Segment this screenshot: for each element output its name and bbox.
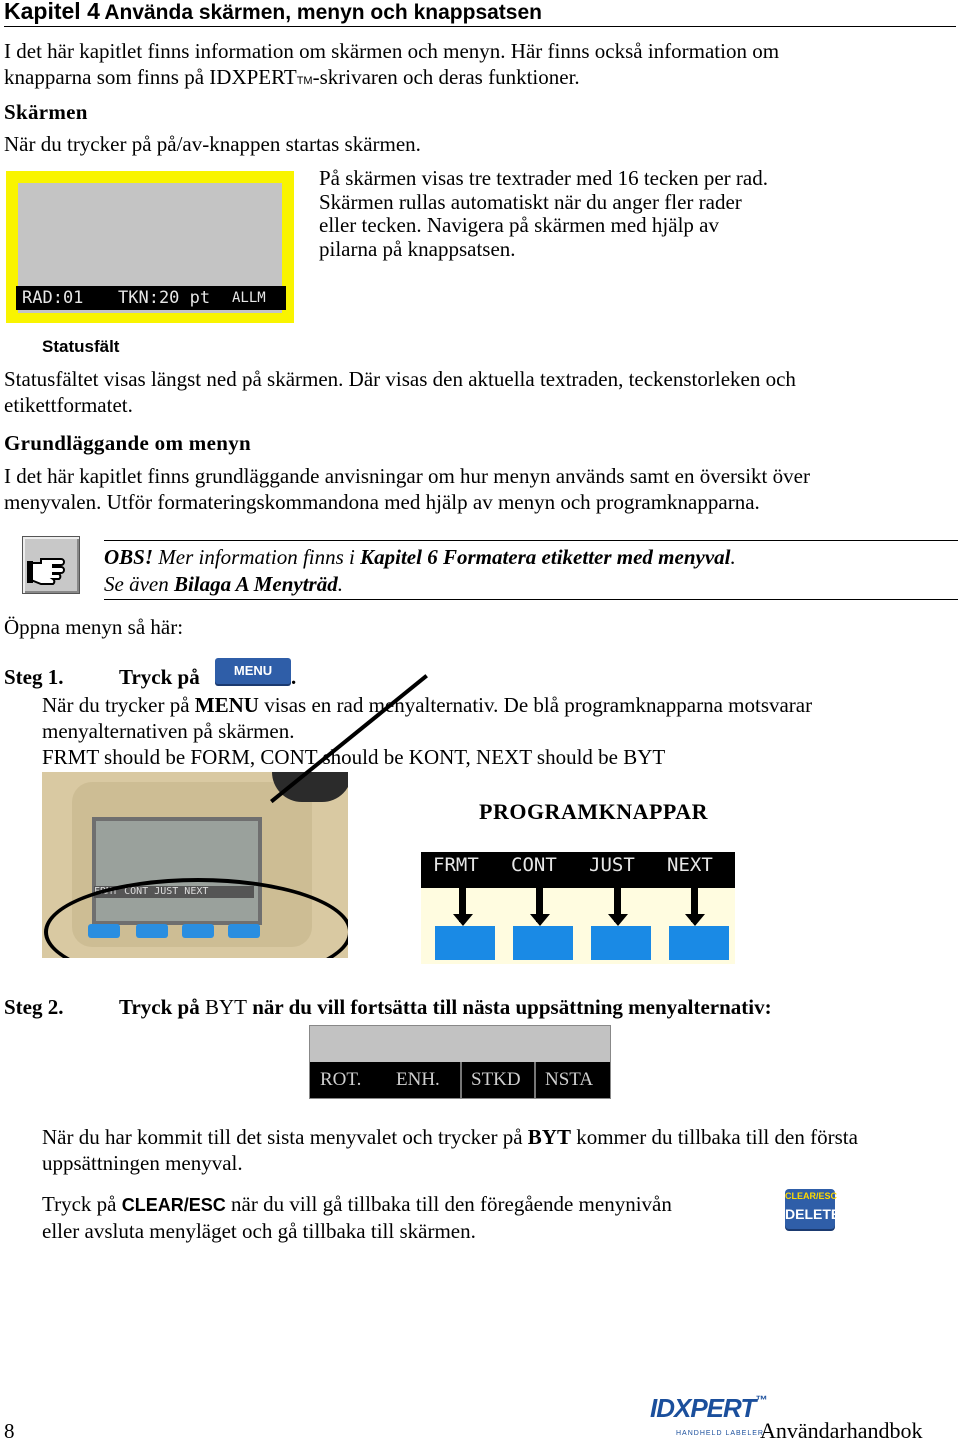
note-rule-bottom [104, 599, 958, 600]
softkey-arrowhead [608, 914, 628, 926]
option-rot: ROT. [320, 1069, 362, 1090]
step1-period: . [291, 665, 297, 689]
option-enh: ENH. [396, 1069, 440, 1090]
blue-softkey-3 [591, 926, 651, 960]
softkeys-title: PROGRAMKNAPPAR [479, 799, 708, 824]
translation-note: FRMT should be FORM, CONT should be KONT, NEXT should be BYT [42, 745, 666, 769]
option-stkd: STKD [471, 1069, 521, 1090]
chapter-number: Kapitel 4 [4, 0, 100, 24]
lcd-font-size: TKN:20 pt [118, 288, 211, 308]
step1-description: När du trycker på MENU visas en rad menyalternativ. De blå programknapparna motsvarar menyalternativen på skärmen. FRMT should be FORM, CONT should be KONT, NEXT should be BYT [42, 693, 813, 769]
step1-text: Tryck på [119, 665, 200, 689]
chapter-title: Använda skärmen, menyn och knappsatsen [104, 1, 542, 24]
trademark: TM [296, 75, 313, 87]
lcd-format: ALLM [232, 290, 266, 306]
lcd-status-bar [16, 286, 286, 310]
blue-softkey-4 [669, 926, 729, 960]
page-number: 8 [4, 1419, 15, 1443]
blue-softkey-2 [513, 926, 573, 960]
lcd-row: RAD:01 [22, 288, 84, 308]
device-softkey-strip: FRMT CONT JUST NEXT [94, 886, 254, 898]
softkey-arrowhead [685, 914, 705, 926]
note-ref-appendix-a[interactable]: Bilaga A Menyträd [173, 572, 338, 596]
chapter-heading [4, 0, 542, 25]
softkey-label-1: FRMT [433, 854, 479, 876]
option-nsta: NSTA [545, 1069, 594, 1090]
screen-description: På skärmen visas tre textrader med 16 tecken per rad. Skärmen rullas automatiskt när du anger fler rader eller tecken. Navigera på skärmen med hjälp av pilarna på knappsatsen. [319, 166, 768, 261]
next-menu-options-diagram [309, 1025, 611, 1099]
step2-text: Tryck på BYT när du vill fortsätta till nästa uppsättning menyalternativ: [119, 995, 772, 1019]
option-separator [460, 1062, 462, 1098]
intro-line-1: I det här kapitlet finns information om skärmen och menyn. Här finns också information om [4, 39, 780, 63]
option-separator [534, 1062, 536, 1098]
softkey-label-2: CONT [511, 854, 557, 876]
status-bar-description: Statusfältet visas längst ned på skärmen. Där visas den aktuella textraden, teckenstorleken och etikettformatet. [4, 367, 796, 417]
softkey-diagram [421, 852, 735, 964]
softkey-arrowhead [530, 914, 550, 926]
header-rule [4, 26, 956, 27]
softkey-label-3: JUST [589, 854, 635, 876]
next-menu-options-bar [310, 1062, 610, 1098]
manual-name: Användarhandbok [760, 1418, 923, 1443]
note-ref-chapter6[interactable]: Kapitel 6 Formatera etiketter med menyval [360, 545, 731, 569]
softkey-label-4: NEXT [667, 854, 713, 876]
note-rule-top [104, 540, 958, 541]
intro-paragraph [4, 38, 779, 94]
menu-key-icon: MENU [215, 658, 291, 684]
section-heading-menu: Grundläggande om menyn [4, 431, 251, 455]
step2-after-text: När du har kommit till det sista menyvalet och trycker på BYT kommer du tillbaka till den första uppsättningen menyval. [42, 1125, 858, 1175]
note-text: OBS! Mer information finns i Kapitel 6 Formatera etiketter med menyval. Se även Bilaga A Menyträd. [104, 545, 736, 596]
logo-subtitle: HANDHELD LABELER [676, 1430, 764, 1437]
device-photo [42, 772, 348, 958]
screen-intro: När du trycker på på/av-knappen startas skärmen. [4, 132, 421, 156]
open-menu-instruction: Öppna menyn så här: [4, 615, 184, 639]
step2-label: Steg 2. [4, 995, 64, 1019]
status-bar-label: Statusfält [42, 337, 120, 356]
intro-line-2: knapparna som finns på IDXPERTTM-skrivaren och deras funktioner. [4, 65, 580, 89]
clear-delete-key-icon: CLEAR/ESC DELETE [785, 1189, 835, 1229]
clear-esc-text: Tryck på CLEAR/ESC när du vill gå tillbaka till den föregående menynivån eller avsluta menyläget och gå tillbaka till skärmen. [42, 1192, 672, 1243]
pointing-hand-icon [22, 536, 80, 594]
idxpert-logo: IDXPERT™ [650, 1393, 767, 1423]
step1-label: Steg 1. [4, 665, 64, 689]
blue-softkey-1 [435, 926, 495, 960]
section-heading-screen: Skärmen [4, 100, 88, 124]
softkey-arrowhead [453, 914, 473, 926]
softkey-label-bar [421, 852, 735, 888]
menu-intro: I det här kapitlet finns grundläggande anvisningar om hur menyn används samt en översikt över menyvalen. Utför formateringskommandona med hjälp av menyn och programknapparna. [4, 464, 810, 514]
